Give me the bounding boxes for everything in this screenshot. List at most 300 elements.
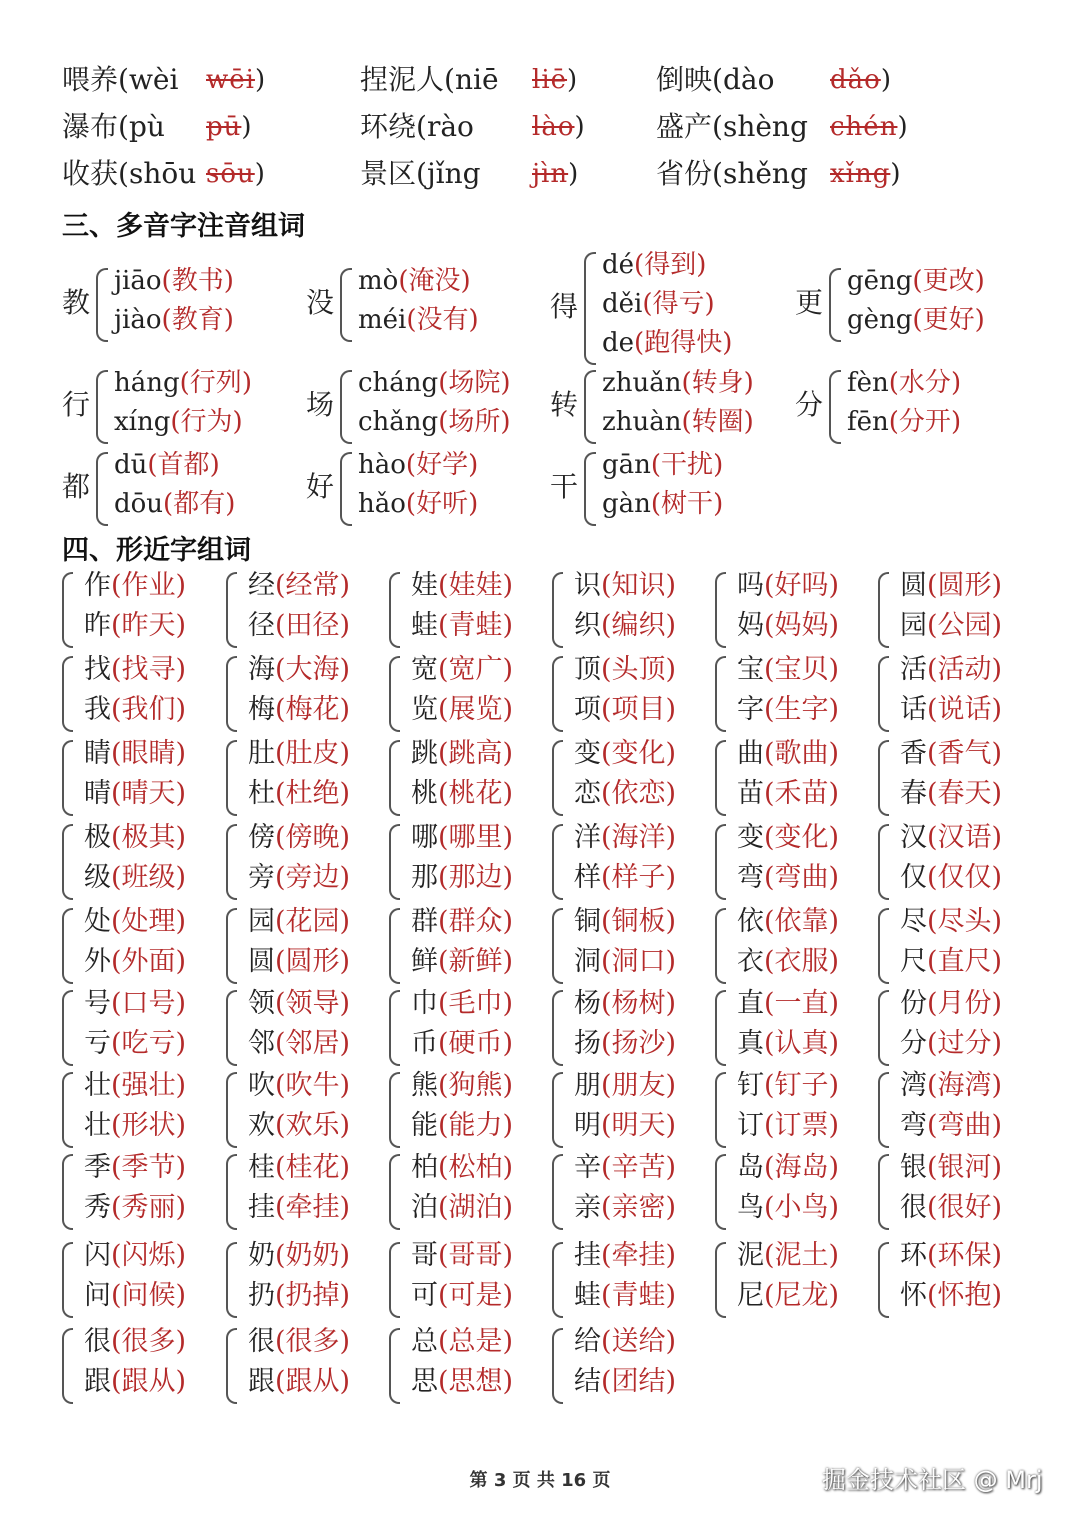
open-paren: ( xyxy=(927,1152,938,1183)
similar-char-entry xyxy=(84,736,186,772)
brace xyxy=(829,268,841,342)
char: 哪 xyxy=(411,822,438,853)
close-paren: ) xyxy=(828,1280,840,1311)
similar-char-pair xyxy=(878,1068,1038,1152)
open-paren: ( xyxy=(764,694,775,725)
brace xyxy=(226,990,237,1066)
close-paren: ) xyxy=(665,1280,677,1311)
similar-char-entry xyxy=(574,568,676,604)
char: 朋 xyxy=(574,1070,601,1101)
close-paren: ) xyxy=(502,862,514,893)
similar-char-entry xyxy=(84,1364,186,1400)
brace xyxy=(552,1242,563,1318)
close-paren: ) xyxy=(574,112,585,142)
polyphone-lines xyxy=(847,364,961,442)
similar-char-entry xyxy=(574,1026,676,1062)
brace xyxy=(878,1072,889,1148)
close-paren: ) xyxy=(665,570,677,601)
example-word: 傍晚 xyxy=(285,822,340,853)
example-word: 青蛙 xyxy=(448,610,503,641)
close-paren: ) xyxy=(175,1110,187,1141)
open-paren: ( xyxy=(275,946,286,977)
brace xyxy=(878,908,889,984)
open-paren: ( xyxy=(601,738,612,769)
char: 份 xyxy=(900,988,927,1019)
brace xyxy=(715,1154,726,1230)
char: 园 xyxy=(900,610,927,641)
char: 蛙 xyxy=(411,610,438,641)
open-paren: ( xyxy=(601,610,612,641)
example-word: 公园 xyxy=(937,610,992,641)
open-paren: ( xyxy=(642,289,653,319)
brace xyxy=(552,990,563,1066)
close-paren: ) xyxy=(339,1192,351,1223)
similar-char-entry xyxy=(900,1190,1002,1226)
similar-char-entry xyxy=(84,1238,186,1274)
char: 旁 xyxy=(248,862,275,893)
pinyin: dé xyxy=(602,250,635,280)
example-word: 眼睛 xyxy=(121,738,176,769)
example-word: 场所 xyxy=(448,407,501,437)
similar-char-entry xyxy=(248,608,350,644)
char: 扔 xyxy=(248,1280,275,1311)
close-paren: ) xyxy=(502,988,514,1019)
open-paren: ( xyxy=(888,368,899,398)
word: 喂养 xyxy=(62,63,119,96)
similar-char-entry xyxy=(900,736,1002,772)
open-paren: ( xyxy=(601,778,612,809)
wrong-pinyin: dǎo xyxy=(830,65,881,95)
char: 圆 xyxy=(248,946,275,977)
similar-char-entry xyxy=(737,904,839,940)
similar-char-entry xyxy=(248,1026,350,1062)
example-word: 那边 xyxy=(448,862,503,893)
char: 鲜 xyxy=(411,946,438,977)
similar-char-entry xyxy=(411,736,513,772)
similar-char-entry xyxy=(737,608,839,644)
open-paren: ( xyxy=(438,1240,449,1271)
char: 话 xyxy=(900,694,927,725)
open-paren: ( xyxy=(275,862,286,893)
open-paren: ( xyxy=(405,450,417,480)
close-paren: ) xyxy=(175,1152,187,1183)
brace xyxy=(226,1328,237,1404)
close-paren: ) xyxy=(175,570,187,601)
similar-char-pair xyxy=(226,1324,386,1408)
similar-char-entry xyxy=(84,1278,186,1314)
similar-char-entry xyxy=(84,1150,186,1186)
brace xyxy=(878,740,889,816)
open-paren: ( xyxy=(601,862,612,893)
open-paren: ( xyxy=(275,1366,286,1397)
similar-char-entry xyxy=(411,1364,513,1400)
close-paren: ) xyxy=(991,610,1003,641)
close-paren: ) xyxy=(991,862,1003,893)
example-word: 邻居 xyxy=(285,1028,340,1059)
similar-char-entry xyxy=(737,736,839,772)
close-paren: ) xyxy=(828,1070,840,1101)
char: 尺 xyxy=(900,946,927,977)
brace xyxy=(389,656,400,732)
open-paren: ( xyxy=(634,328,645,358)
similar-char-entry xyxy=(248,652,350,688)
pinyin: jiào xyxy=(114,305,162,335)
close-paren: ) xyxy=(665,738,677,769)
brace xyxy=(878,572,889,648)
example-word: 扔掉 xyxy=(285,1280,340,1311)
similar-char-pair xyxy=(389,568,549,652)
example-word: 松柏 xyxy=(448,1152,503,1183)
close-paren: ) xyxy=(665,1326,677,1357)
close-paren: ) xyxy=(828,778,840,809)
similar-char-entry xyxy=(574,986,676,1022)
brace xyxy=(62,908,73,984)
char: 海 xyxy=(248,654,275,685)
polyphone-lines xyxy=(602,246,732,363)
brace xyxy=(389,572,400,648)
polyphone-lines xyxy=(114,364,252,442)
word: 瀑布 xyxy=(62,110,119,143)
polyphone-entry xyxy=(602,246,732,285)
example-word: 处理 xyxy=(121,906,176,937)
close-paren: ) xyxy=(175,1192,187,1223)
char: 钉 xyxy=(737,1070,764,1101)
brace xyxy=(715,572,726,648)
char: 桃 xyxy=(411,778,438,809)
open-paren: ( xyxy=(764,1240,775,1271)
polyphone-char: 更 xyxy=(795,286,824,319)
open-paren: ( xyxy=(111,822,122,853)
example-word: 变化 xyxy=(774,822,829,853)
close-paren: ) xyxy=(502,1152,514,1183)
pinyin-row xyxy=(62,154,1062,200)
brace xyxy=(226,656,237,732)
example-word: 汉语 xyxy=(937,822,992,853)
brace xyxy=(715,1072,726,1148)
similar-char-entry xyxy=(84,1026,186,1062)
char: 圆 xyxy=(900,570,927,601)
open-paren: ( xyxy=(438,906,449,937)
brace xyxy=(62,656,73,732)
pinyin-row xyxy=(62,60,1062,106)
polyphone-lines xyxy=(358,364,511,442)
example-word: 淹没 xyxy=(408,266,461,296)
brace xyxy=(715,1242,726,1318)
example-word: 生字 xyxy=(774,694,829,725)
char: 顶 xyxy=(574,654,601,685)
wrong-pinyin: wēi xyxy=(206,65,255,95)
similar-char-entry xyxy=(84,860,186,896)
similar-char-entry xyxy=(248,986,350,1022)
char: 春 xyxy=(900,778,927,809)
close-paren: ) xyxy=(722,328,733,358)
similar-char-pair xyxy=(715,986,875,1070)
char: 览 xyxy=(411,694,438,725)
example-word: 田径 xyxy=(285,610,340,641)
close-paren: ) xyxy=(665,1028,677,1059)
example-word: 好吗 xyxy=(774,570,829,601)
similar-char-entry xyxy=(84,776,186,812)
brace xyxy=(226,572,237,648)
correct-pinyin: wèi xyxy=(128,63,179,96)
open-paren: ( xyxy=(438,1070,449,1101)
char: 壮 xyxy=(84,1110,111,1141)
word: 景区 xyxy=(360,157,417,190)
polyphone-lines xyxy=(602,446,723,524)
example-word: 思想 xyxy=(448,1366,503,1397)
open-paren: ( xyxy=(764,1192,775,1223)
close-paren: ) xyxy=(175,906,187,937)
similar-char-entry xyxy=(411,944,513,980)
brace xyxy=(96,268,108,342)
polyphone-lines xyxy=(602,364,754,442)
polyphone-entry xyxy=(602,285,732,324)
similar-char-entry xyxy=(411,860,513,896)
similar-char-pair xyxy=(62,820,222,904)
close-paren: ) xyxy=(665,1110,677,1141)
close-paren: ) xyxy=(502,946,514,977)
correct-pinyin: niē xyxy=(454,63,499,96)
similar-char-entry xyxy=(411,1190,513,1226)
brace xyxy=(62,740,73,816)
close-paren: ) xyxy=(339,654,351,685)
example-word: 好学 xyxy=(416,450,469,480)
example-word: 明天 xyxy=(611,1110,666,1141)
example-word: 说话 xyxy=(937,694,992,725)
close-paren: ) xyxy=(713,450,724,480)
similar-char-entry xyxy=(84,652,186,688)
close-paren: ) xyxy=(175,1366,187,1397)
example-word: 肚皮 xyxy=(285,738,340,769)
close-paren: ) xyxy=(696,250,707,280)
example-word: 衣服 xyxy=(774,946,829,977)
example-word: 转身 xyxy=(691,368,744,398)
example-word: 新鲜 xyxy=(448,946,503,977)
close-paren: ) xyxy=(502,1326,514,1357)
example-word: 问候 xyxy=(121,1280,176,1311)
brace xyxy=(715,990,726,1066)
wrong-pinyin-struck xyxy=(830,107,908,147)
open-paren: ( xyxy=(438,570,449,601)
brace xyxy=(226,740,237,816)
open-paren: ( xyxy=(601,822,612,853)
example-word: 杜绝 xyxy=(285,778,340,809)
char: 找 xyxy=(84,654,111,685)
close-paren: ) xyxy=(339,1366,351,1397)
close-paren: ) xyxy=(991,1152,1003,1183)
open-paren: ( xyxy=(927,1240,938,1271)
example-word: 能力 xyxy=(448,1110,503,1141)
similar-char-entry xyxy=(900,944,1002,980)
brace xyxy=(552,1072,563,1148)
char: 分 xyxy=(900,1028,927,1059)
similar-char-entry xyxy=(248,944,350,980)
brace xyxy=(552,824,563,900)
char: 银 xyxy=(900,1152,927,1183)
char: 样 xyxy=(574,862,601,893)
similar-char-pair xyxy=(62,1324,222,1408)
brace xyxy=(389,1072,400,1148)
example-word: 转圈 xyxy=(691,407,744,437)
example-word: 春天 xyxy=(937,778,992,809)
example-word: 尼龙 xyxy=(774,1280,829,1311)
close-paren: ) xyxy=(502,570,514,601)
open-paren: ( xyxy=(764,1028,775,1059)
close-paren: ) xyxy=(991,1110,1003,1141)
similar-char-pair xyxy=(62,986,222,1070)
similar-char-entry xyxy=(411,776,513,812)
open-paren: ( xyxy=(601,694,612,725)
brace xyxy=(389,1328,400,1404)
char: 宝 xyxy=(737,654,764,685)
char: 洞 xyxy=(574,946,601,977)
close-paren: ) xyxy=(991,988,1003,1019)
example-word: 月份 xyxy=(937,988,992,1019)
brace xyxy=(62,1328,73,1404)
similar-char-pair xyxy=(226,986,386,1070)
char: 邻 xyxy=(248,1028,275,1059)
close-paren: ) xyxy=(339,610,351,641)
char: 秀 xyxy=(84,1192,111,1223)
open-paren: ( xyxy=(601,1366,612,1397)
close-paren: ) xyxy=(339,1070,351,1101)
pinyin-item xyxy=(656,60,774,100)
open-paren: ( xyxy=(111,694,122,725)
example-word: 梅花 xyxy=(285,694,340,725)
example-word: 亲密 xyxy=(611,1192,666,1223)
similar-char-entry xyxy=(900,986,1002,1022)
wrong-pinyin-struck xyxy=(532,107,585,147)
close-paren: ) xyxy=(502,654,514,685)
similar-char-pair xyxy=(552,1238,712,1322)
correct-pinyin: shèng xyxy=(722,110,808,143)
wrong-pinyin-struck xyxy=(830,60,891,100)
open-paren: ( xyxy=(927,654,938,685)
close-paren: ) xyxy=(175,654,187,685)
open-paren: ( xyxy=(681,368,692,398)
open-paren: ( xyxy=(161,266,172,296)
close-paren: ) xyxy=(502,1192,514,1223)
open-paren: ( xyxy=(416,157,427,190)
open-paren: ( xyxy=(927,570,938,601)
open-paren: ( xyxy=(438,1110,449,1141)
brace xyxy=(96,370,108,444)
similar-char-pair xyxy=(715,820,875,904)
open-paren: ( xyxy=(275,778,286,809)
open-paren: ( xyxy=(601,654,612,685)
open-paren: ( xyxy=(927,1028,938,1059)
brace xyxy=(62,1242,73,1318)
similar-char-entry xyxy=(411,1068,513,1104)
pinyin: jiāo xyxy=(114,266,162,296)
wrong-pinyin: chén xyxy=(830,112,898,142)
close-paren: ) xyxy=(175,610,187,641)
similar-char-entry xyxy=(574,944,676,980)
page-footer: 第 3 页 共 16 页 xyxy=(469,1470,611,1491)
open-paren: ( xyxy=(111,778,122,809)
char: 吗 xyxy=(737,570,764,601)
open-paren: ( xyxy=(927,778,938,809)
char: 亏 xyxy=(84,1028,111,1059)
close-paren: ) xyxy=(665,906,677,937)
similar-char-pair xyxy=(226,736,386,820)
example-word: 桃花 xyxy=(448,778,503,809)
char: 领 xyxy=(248,988,275,1019)
pinyin: hào xyxy=(358,450,406,480)
char: 桂 xyxy=(248,1152,275,1183)
char: 我 xyxy=(84,694,111,725)
example-word: 送给 xyxy=(611,1326,666,1357)
open-paren: ( xyxy=(111,862,122,893)
pinyin: zhuàn xyxy=(602,407,682,437)
similar-char-entry xyxy=(84,1324,186,1360)
wrong-pinyin-struck xyxy=(532,154,578,194)
char: 汉 xyxy=(900,822,927,853)
open-paren: ( xyxy=(438,1280,449,1311)
similar-char-entry xyxy=(248,776,350,812)
correct-pinyin: shōu xyxy=(128,157,197,190)
close-paren: ) xyxy=(568,159,579,189)
similar-char-pair xyxy=(226,568,386,652)
close-paren: ) xyxy=(991,906,1003,937)
open-paren: ( xyxy=(118,63,129,96)
similar-char-entry xyxy=(84,904,186,940)
pinyin: zhuǎn xyxy=(602,368,682,398)
close-paren: ) xyxy=(502,1240,514,1271)
open-paren: ( xyxy=(275,906,286,937)
polyphone-char: 教 xyxy=(62,286,91,319)
polyphone-char: 干 xyxy=(550,470,579,503)
brace xyxy=(878,1154,889,1230)
close-paren: ) xyxy=(828,1152,840,1183)
char: 曲 xyxy=(737,738,764,769)
similar-char-pair xyxy=(878,904,1038,988)
char: 奶 xyxy=(248,1240,275,1271)
close-paren: ) xyxy=(828,654,840,685)
open-paren: ( xyxy=(764,862,775,893)
close-paren: ) xyxy=(209,450,220,480)
example-word: 形状 xyxy=(121,1110,176,1141)
char: 项 xyxy=(574,694,601,725)
similar-char-entry xyxy=(248,820,350,856)
close-paren: ) xyxy=(339,738,351,769)
example-word: 昨天 xyxy=(121,610,176,641)
similar-char-entry xyxy=(411,1278,513,1314)
brace xyxy=(389,740,400,816)
example-word: 作业 xyxy=(121,570,176,601)
wrong-pinyin-struck xyxy=(206,60,265,100)
open-paren: ( xyxy=(275,822,286,853)
close-paren: ) xyxy=(828,862,840,893)
similar-char-entry xyxy=(900,820,1002,856)
example-word: 干扰 xyxy=(661,450,714,480)
open-paren: ( xyxy=(764,1110,775,1141)
char: 挂 xyxy=(248,1192,275,1223)
example-word: 花园 xyxy=(285,906,340,937)
close-paren: ) xyxy=(339,778,351,809)
close-paren: ) xyxy=(665,694,677,725)
close-paren: ) xyxy=(665,822,677,853)
pinyin: dū xyxy=(114,450,148,480)
similar-char-entry xyxy=(574,608,676,644)
char: 亲 xyxy=(574,1192,601,1223)
similar-char-entry xyxy=(900,904,1002,940)
wrong-pinyin-struck xyxy=(206,107,252,147)
similar-char-entry xyxy=(574,860,676,896)
close-paren: ) xyxy=(502,694,514,725)
close-paren: ) xyxy=(502,1070,514,1101)
char: 仅 xyxy=(900,862,927,893)
